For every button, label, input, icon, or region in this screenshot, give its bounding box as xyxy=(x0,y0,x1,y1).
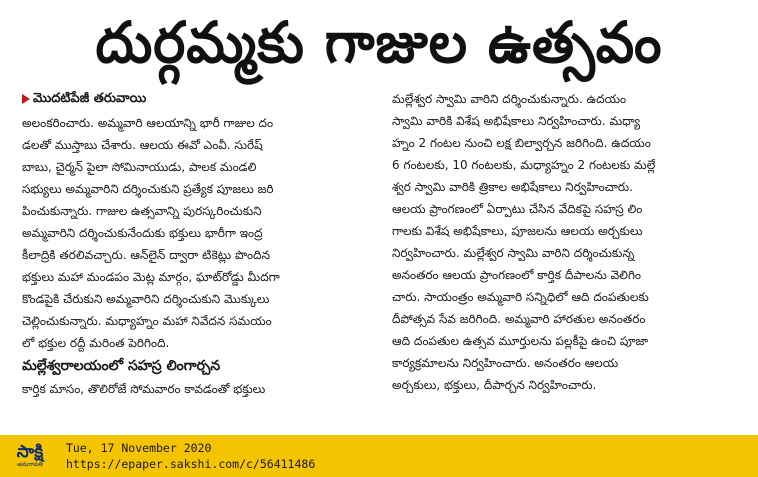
text-line: హ్నం 2 గంటల నుంచి లక్ష బిల్వార్చన జరిగింది. ఉదయం xyxy=(392,136,651,150)
footer-bar xyxy=(0,435,758,477)
article-column-right xyxy=(392,88,748,396)
continued-from-front-page xyxy=(22,88,377,110)
text-line: భక్తులు మహా మండపం మెట్ల మార్గం, ఘాట్‌రోడ్డు మీదగా xyxy=(22,270,280,284)
sakshi-logo[interactable] xyxy=(4,435,56,477)
epaper-link[interactable]: https://epaper.sakshi.com/c/56411486 xyxy=(66,457,316,471)
text-line: అలంకరించారు. అమ్మవారి ఆలయాన్ని భారీ గాజుల దం xyxy=(22,116,274,130)
text-line: కీలాద్రికి తరలివచ్చారు. ఆన్‌లైన్ ద్వారా టికెట్లు పొందిన xyxy=(22,248,271,262)
text-line: దీపోత్సవ సేవ జరిగింది. అమ్మవారి హారతుల అనంతరం xyxy=(392,312,646,326)
text-line: డలతో ముస్తాబు చేశారు. ఆలయ ఈవో ఎంవీ. సురేష్ xyxy=(22,138,263,152)
logo-text: సాక్షి xyxy=(16,442,44,462)
text-line: అమ్మవారిని దర్శించుకునేందుకు భక్తులు భారీగా ఇంద్ర xyxy=(22,226,263,240)
text-line: ఆది దంపతుల ఉత్సవ మూర్తులను పల్లకీపై ఉంచి పూజా xyxy=(392,334,649,348)
text-line: కార్తిక మాసం, తొలిరోజే సోమవారం కావడంతో భక్తులు xyxy=(22,382,266,396)
text-line: బాబు, చైర్మన్ పైలా సోమినాయుడు, పాలక మండలి xyxy=(22,160,257,174)
text-line: కార్యక్రమాలను నిర్వహించారు. అనంతరం ఆలయ xyxy=(392,356,619,370)
footer-info xyxy=(66,440,315,472)
text-line: చెల్లించుకున్నారు. మధ్యాహ్నం మహా నివేదన సమయం xyxy=(22,314,272,328)
text-line: పించుకున్నారు. గాజుల ఉత్సవాన్ని పురస్కరించుకుని xyxy=(22,204,262,218)
subheading: మల్లేశ్వరాలయంలో సహస్ర లింగార్చన xyxy=(22,358,221,374)
logo-edition: అమరావతి xyxy=(17,461,43,468)
text-line: స్వామి వారికి విశేష అభిషేకాలు నిర్వహించారు. మధ్యా xyxy=(392,114,641,128)
continued-label: మొదటిపేజీ తరువాయి xyxy=(33,91,147,106)
text-line: కొండపైకి చేరుకుని అమ్మవారిని దర్శించుకుని మొక్కులు xyxy=(22,292,270,306)
text-line: ఆలయ ప్రాంగణంలో ఏర్పాటు చేసిన వేదికపై సహస్ర లిం xyxy=(392,202,643,216)
text-line: గాలకు విశేష అభిషేకాలు, పూజలను ఆలయ అర్చకులు xyxy=(392,224,643,238)
headline: దుర్గమ్మకు గాజుల ఉత్సవం xyxy=(95,9,663,76)
text-line: నిర్వహించారు. మల్లేశ్వర స్వామి వారిని దర్శించుకున్న xyxy=(392,246,635,260)
text-line: సభ్యులు అమ్మవారిని దర్శించుకుని ప్రత్యేక పూజలు జరి xyxy=(22,182,274,196)
text-line: మల్లేశ్వర స్వామి వారిని దర్శించుకున్నారు. ఉదయం xyxy=(392,92,627,106)
play-triangle-icon xyxy=(22,94,30,104)
article-column-left xyxy=(22,112,377,400)
text-line: అనంతరం ఆలయ ప్రాంగణంలో కార్తిక దీపాలను వెలిగిం xyxy=(392,268,642,282)
publish-date: Tue, 17 November 2020 xyxy=(66,441,212,455)
text-line: చారు. సాయంత్రం అమ్మవారి సన్నిధిలో ఆది దంపతులకు xyxy=(392,290,649,304)
text-line: శ్వర స్వామి వారికి త్రికాల అభిషేకాలు నిర్వహించారు. xyxy=(392,180,633,194)
text-line: లో భక్తుల రద్దీ మరింత పెరిగింది. xyxy=(22,336,170,350)
text-line: అర్చకులు, భక్తులు, దీపార్చన నిర్వహించారు. xyxy=(392,378,597,392)
text-line: 6 గంటలకు, 10 గంటలకు, మధ్యాహ్నం 2 గంటలకు మల్లే xyxy=(392,158,656,172)
